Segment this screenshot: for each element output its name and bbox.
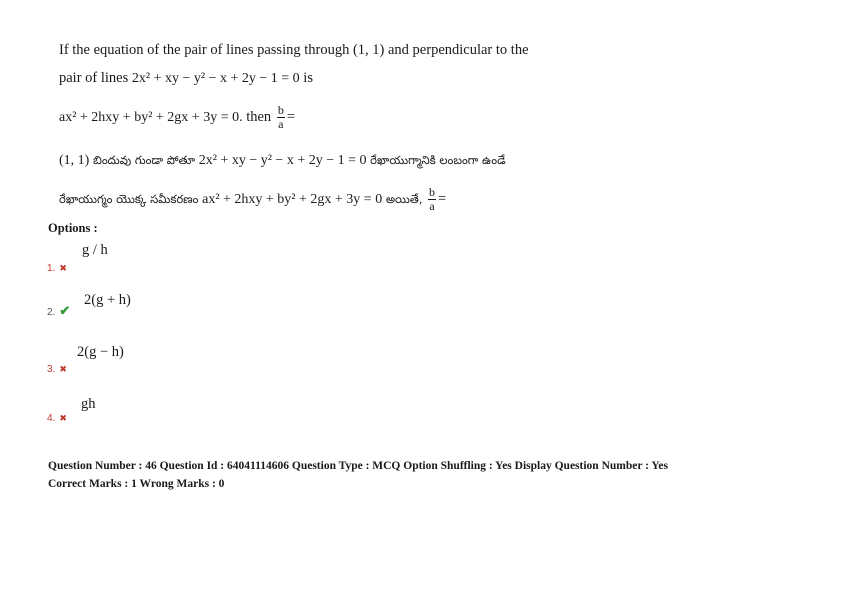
equation: ax² + 2hxy + by² + 2gx + 3y = 0.: [59, 109, 243, 125]
equation: 2x² + xy − y² − x + 2y − 1 = 0: [131, 71, 300, 86]
equals-sign: =: [438, 190, 447, 207]
option-1-text[interactable]: g / h: [82, 242, 108, 258]
options-heading: Options :: [48, 221, 98, 235]
wrong-icon: ✖: [59, 263, 67, 273]
equation: 2x² + xy − y² − x + 2y − 1 = 0: [198, 153, 367, 168]
option-1-number: 1. ✖: [47, 263, 67, 274]
option-3-text[interactable]: 2(g − h): [77, 344, 124, 360]
fraction-denominator: a: [278, 117, 284, 131]
question-text: If the equation of the pair of lines passing through (1, 1) and perpendicular to the: [59, 42, 529, 58]
wrong-icon: ✖: [59, 364, 67, 374]
question-text-telugu: రేఖాయుగ్మానికి లంబంగా ఉండే: [370, 153, 506, 167]
question-text-telugu: బిందువు గుండా పోతూ: [92, 153, 196, 167]
question-meta: Question Number : 46 Question Id : 64041114606 Question Type : MCQ Option Shuffling : Yes Display Question Number : Yes: [48, 460, 669, 472]
option-2-text[interactable]: 2(g + h): [84, 292, 131, 308]
fraction-numerator: b: [277, 103, 284, 117]
equals-sign: =: [286, 108, 295, 125]
question-text-telugu: రేఖాయుగ్మం యొక్క సమీకరణం: [59, 191, 199, 206]
marks-meta: Correct Marks : 1 Wrong Marks : 0: [48, 478, 225, 490]
fraction-denominator: a: [429, 199, 435, 213]
question-line-1: [59, 42, 529, 59]
question-text: pair of lines: [59, 70, 129, 86]
question-text-telugu: అయితే,: [385, 191, 423, 206]
option-3-number: 3. ✖: [47, 364, 67, 375]
wrong-icon: ✖: [59, 413, 67, 423]
question-line-3: [59, 104, 295, 131]
point: (1, 1): [59, 153, 90, 168]
question-te-line-2: [59, 186, 446, 213]
option-4-text[interactable]: gh: [81, 396, 96, 412]
option-2-number: 2. ✔: [47, 303, 71, 318]
fraction-numerator: b: [429, 185, 436, 199]
fraction-b-over-a: [428, 186, 436, 213]
question-te-line-1: [59, 152, 506, 170]
check-icon: ✔: [59, 303, 71, 318]
fraction-b-over-a: [277, 104, 285, 131]
option-4-number: 4. ✖: [47, 413, 67, 424]
equation: ax² + 2hxy + by² + 2gx + 3y = 0: [202, 191, 383, 207]
question-text: then: [246, 108, 272, 125]
question-line-2: [59, 70, 313, 87]
question-text: is: [303, 70, 313, 86]
